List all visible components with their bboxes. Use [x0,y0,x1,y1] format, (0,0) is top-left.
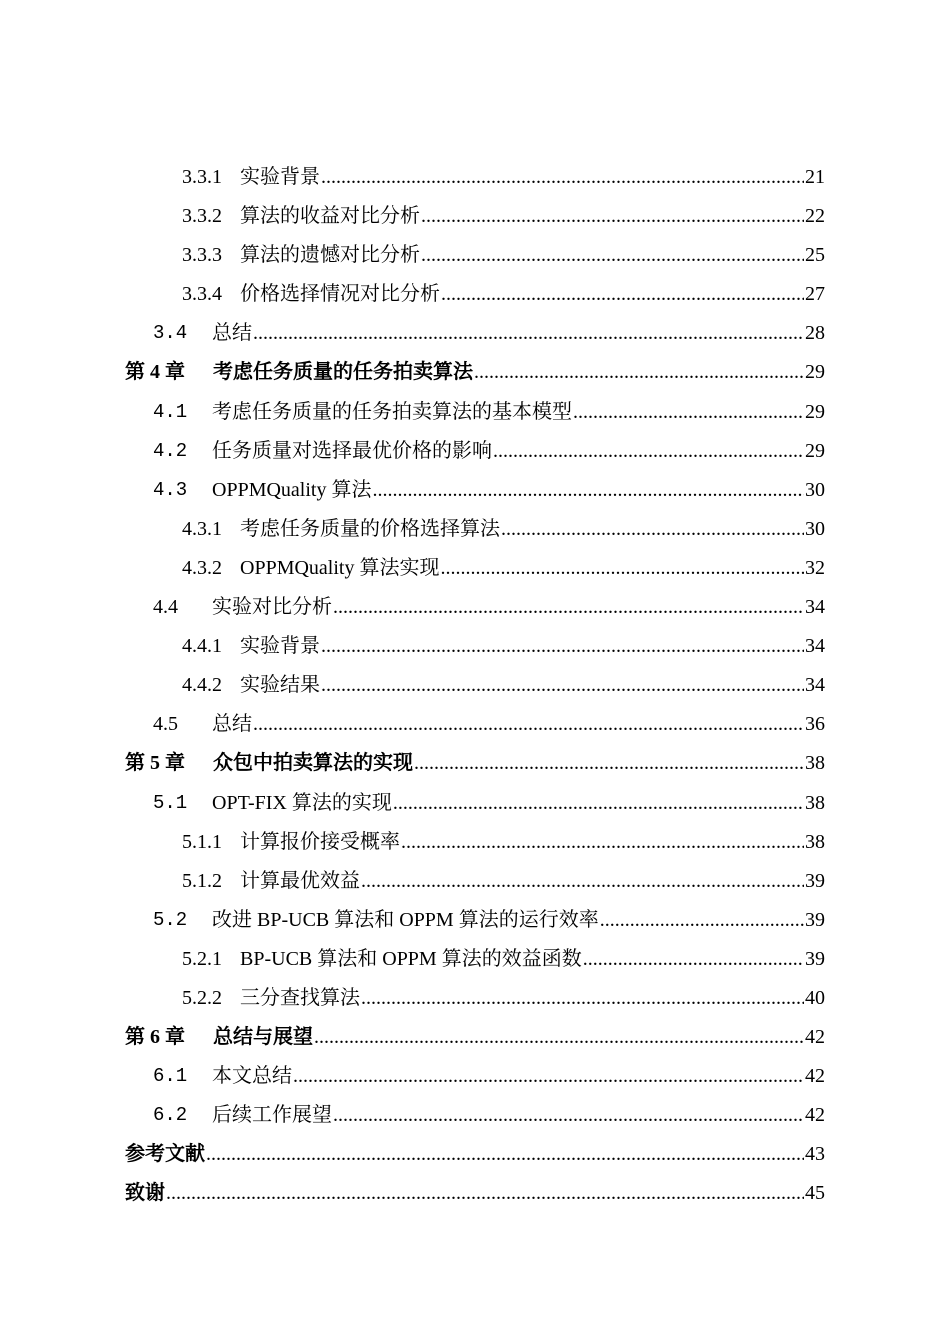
toc-entry-page-number: 28 [805,322,825,345]
toc-entry-page-number: 30 [805,478,825,501]
toc-entry-number: 3.3.1 [182,166,222,188]
toc-entry[interactable] [0,1096,950,1135]
toc-entry-page-number: 45 [805,1182,825,1205]
toc-entry-number: 5.2 [153,908,188,931]
toc-entry-title: 实验结果 [240,674,320,697]
toc-entry[interactable] [0,823,950,862]
toc-entry-number: 5.2.1 [182,947,222,970]
dot-leader [321,627,804,666]
toc-entry-number: 3.4 [153,322,188,345]
toc-entry-number: 第 5 章 [125,752,185,775]
dot-leader [293,1057,804,1096]
toc-entry-title: OPT-FIX 算法的实现 [212,791,392,814]
toc-entry-title: 计算最优效益 [240,869,360,892]
toc-entry-title: OPPMQuality 算法实现 [240,556,440,579]
toc-entry[interactable] [0,744,950,783]
toc-entry-title: 考虑任务质量的任务拍卖算法的基本模型 [212,400,572,423]
toc-entry-page-number: 21 [805,166,825,188]
toc-entry-title: BP-UCB 算法和 OPPM 算法的效益函数 [240,947,582,970]
toc-entry[interactable] [0,197,950,236]
toc-entry-number: 4.2 [153,439,188,462]
toc-entry[interactable] [0,979,950,1018]
toc-entry-number: 4.1 [153,400,188,423]
dot-leader [253,314,804,353]
toc-entry-page-number: 36 [805,713,825,736]
toc-entry[interactable] [0,393,950,432]
toc-entry[interactable] [0,1174,950,1213]
dot-leader [393,784,804,823]
toc-entry[interactable] [0,432,950,471]
dot-leader [314,1018,804,1057]
table-of-contents [0,158,950,1214]
toc-entry-title: 任务质量对选择最优价格的影响 [212,439,492,462]
toc-entry-title: 总结 [212,322,252,345]
toc-entry-number: 6.2 [153,1104,188,1127]
toc-entry-page-number: 39 [805,908,825,931]
toc-entry-number: 4.4.2 [182,674,222,697]
dot-leader [474,353,804,392]
dot-leader [401,823,804,862]
toc-entry-page-number: 34 [805,674,825,697]
dot-leader [361,862,804,901]
toc-entry[interactable] [0,627,950,666]
toc-entry-title: 本文总结 [212,1065,292,1088]
toc-entry-number: 第 6 章 [125,1026,185,1049]
toc-entry-page-number: 29 [805,361,825,384]
toc-entry[interactable] [0,901,950,940]
toc-entry[interactable] [0,588,950,627]
toc-entry-page-number: 29 [805,439,825,462]
toc-entry-page-number: 39 [805,947,825,970]
dot-leader [333,1096,804,1135]
dot-leader [600,901,804,940]
toc-entry-number: 4.3.2 [182,556,222,579]
toc-entry-page-number: 42 [805,1104,825,1127]
toc-entry-number: 4.3.1 [182,517,222,540]
dot-leader [206,1135,804,1174]
dot-leader [333,588,804,627]
toc-entry-page-number: 25 [805,244,825,267]
dot-leader [372,471,804,510]
toc-entry-number: 5.1 [153,791,188,814]
toc-entry-number: 4.4.1 [182,635,222,658]
dot-leader [493,432,804,471]
toc-entry-page-number: 38 [805,830,825,853]
toc-entry-page-number: 38 [805,752,825,775]
dot-leader [321,158,804,197]
toc-entry-page-number: 22 [805,205,825,228]
toc-entry-title: 致谢 [125,1182,165,1205]
toc-entry[interactable] [0,1057,950,1096]
toc-entry-number: 第 4 章 [125,361,185,384]
toc-entry[interactable] [0,236,950,275]
toc-entry-title: 总结 [212,713,252,736]
toc-entry[interactable] [0,275,950,314]
toc-entry-page-number: 34 [805,635,825,658]
toc-entry-title: 计算报价接受概率 [240,830,400,853]
toc-entry-title: 总结与展望 [213,1026,313,1049]
toc-entry-page-number: 30 [805,517,825,540]
toc-entry-title: 后续工作展望 [212,1104,332,1127]
toc-entry-title: 价格选择情况对比分析 [240,283,440,306]
toc-entry-page-number: 39 [805,869,825,892]
toc-entry[interactable] [0,666,950,705]
toc-entry-number: 3.3.2 [182,205,222,228]
toc-entry[interactable] [0,510,950,549]
toc-entry-number: 5.1.2 [182,869,222,892]
toc-entry-number: 3.3.4 [182,283,222,306]
toc-entry-page-number: 43 [805,1143,825,1166]
dot-leader [421,236,804,275]
dot-leader [501,510,804,549]
toc-entry[interactable] [0,549,950,588]
toc-entry[interactable] [0,705,950,744]
dot-leader [421,197,804,236]
dot-leader [361,979,804,1018]
dot-leader [414,744,804,783]
toc-entry-number: 4.3 [153,478,188,501]
toc-entry-title: 实验背景 [240,166,320,188]
toc-entry-title: 参考文献 [125,1143,205,1166]
toc-entry-number: 5.2.2 [182,986,222,1009]
toc-entry-title: 考虑任务质量的任务拍卖算法 [213,361,473,384]
toc-entry-page-number: 27 [805,283,825,306]
dot-leader [253,705,804,744]
dot-leader [583,940,804,979]
toc-entry-page-number: 34 [805,596,825,619]
toc-entry[interactable] [0,862,950,901]
toc-entry-page-number: 40 [805,986,825,1009]
dot-leader [441,275,804,314]
toc-entry-number: 4.4 [153,596,178,619]
toc-entry[interactable] [0,784,950,823]
toc-entry-title: 众包中拍卖算法的实现 [213,752,413,775]
toc-entry-title: 实验背景 [240,635,320,658]
toc-entry-title: 算法的遗憾对比分析 [240,244,420,267]
dot-leader [321,666,804,705]
toc-entry-title: 实验对比分析 [212,596,332,619]
toc-entry[interactable] [0,353,950,392]
toc-entry-title: 考虑任务质量的价格选择算法 [240,517,500,540]
toc-entry-page-number: 38 [805,791,825,814]
toc-entry[interactable] [0,1135,950,1174]
dot-leader [573,393,804,432]
toc-entry-page-number: 32 [805,556,825,579]
toc-entry-page-number: 29 [805,400,825,423]
dot-leader [440,549,804,588]
toc-entry-number: 6.1 [153,1065,188,1088]
toc-entry[interactable] [0,158,950,197]
toc-entry[interactable] [0,940,950,979]
toc-entry-number: 5.1.1 [182,830,222,853]
toc-entry-title: 三分查找算法 [240,986,360,1009]
toc-entry-title: 改进 BP-UCB 算法和 OPPM 算法的运行效率 [212,908,599,931]
toc-entry[interactable] [0,1018,950,1057]
toc-entry[interactable] [0,314,950,353]
toc-entry-page-number: 42 [805,1026,825,1049]
toc-entry-number: 4.5 [153,713,178,736]
toc-entry-number: 3.3.3 [182,244,222,267]
toc-entry-page-number: 42 [805,1065,825,1088]
dot-leader [166,1174,804,1213]
toc-entry[interactable] [0,471,950,510]
toc-entry-title: OPPMQuality 算法 [212,478,372,501]
toc-entry-title: 算法的收益对比分析 [240,205,420,228]
